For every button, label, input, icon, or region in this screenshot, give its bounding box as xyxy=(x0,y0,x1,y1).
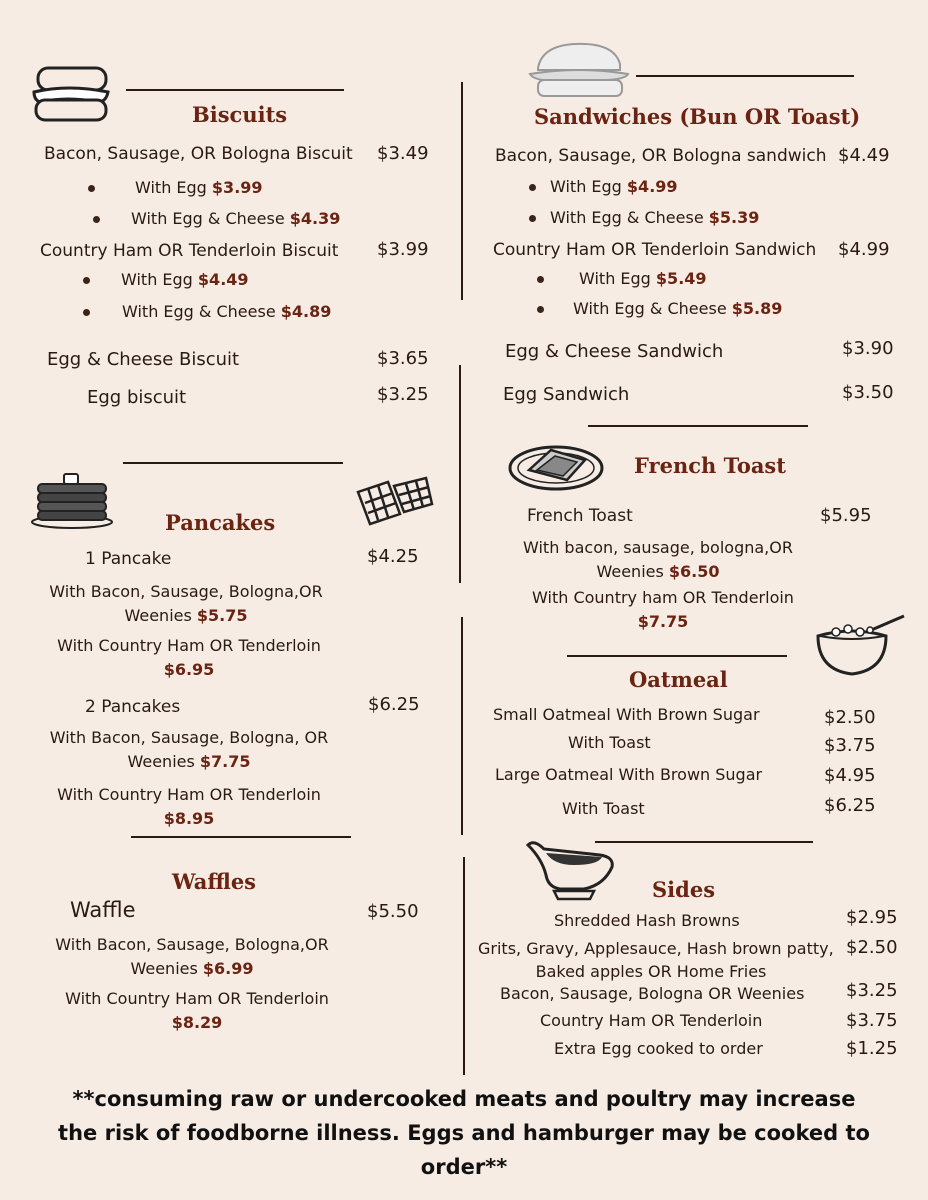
menu-subitem-label: With Egg & Cheese xyxy=(131,209,290,228)
menu-subitem-price: $4.99 xyxy=(626,177,678,196)
pancakes-rule xyxy=(123,462,343,464)
menu-item-price: $3.99 xyxy=(377,239,429,260)
menu-subitem xyxy=(579,269,707,288)
french-toast-heading: French Toast xyxy=(634,453,786,478)
menu-item-price: $6.25 xyxy=(368,694,420,715)
menu-item-label: 1 Pancake xyxy=(85,549,172,569)
menu-subitem-price: $6.99 xyxy=(202,959,254,978)
menu-subitem xyxy=(122,302,331,321)
menu-item-label: Extra Egg cooked to order xyxy=(554,1039,763,1058)
menu-item-label: With Toast xyxy=(568,733,651,752)
bullet-dot xyxy=(537,306,544,313)
bullet-dot xyxy=(83,309,90,316)
gravy-boat-icon xyxy=(524,835,620,903)
menu-item-label-line: Baked apples OR Home Fries xyxy=(535,962,767,981)
menu-subitem-line xyxy=(518,560,798,584)
menu-item-label: Small Oatmeal With Brown Sugar xyxy=(493,705,760,724)
menu-item-price: $3.75 xyxy=(846,1010,898,1031)
oatmeal-bowl-icon xyxy=(812,612,908,678)
menu-subitem-label: With Egg & Cheese xyxy=(550,208,709,227)
menu-subitem-price: $4.89 xyxy=(280,302,332,321)
column-divider-3 xyxy=(461,617,463,835)
menu-subitem-price: $5.49 xyxy=(655,269,707,288)
menu-subitem-label: With Egg & Cheese xyxy=(573,299,732,318)
menu-subitem-label: With Bacon, Sausage, Bologna,OR xyxy=(49,582,323,601)
menu-subitem-price: $6.50 xyxy=(668,562,720,581)
sandwich-icon xyxy=(524,40,634,100)
menu-subitem xyxy=(135,178,263,197)
waffles-rule xyxy=(131,836,351,838)
sides-rule xyxy=(595,841,813,843)
menu-subitem-price: $4.39 xyxy=(289,209,341,228)
column-divider-2 xyxy=(459,365,461,583)
menu-subitem-line xyxy=(46,750,332,774)
menu-subitem xyxy=(518,536,798,584)
disclaimer-line: order** xyxy=(420,1155,508,1179)
menu-item-label: French Toast xyxy=(527,506,633,526)
food-safety-disclaimer xyxy=(30,1082,898,1184)
menu-subitem-label: Weenies xyxy=(596,562,669,581)
menu-subitem-label: With Country Ham OR Tenderloin xyxy=(65,989,329,1008)
menu-subitem-label: With Country ham OR Tenderloin xyxy=(532,588,794,607)
menu-subitem-label: With Country Ham OR Tenderloin xyxy=(57,636,321,655)
menu-subitem-label: With Egg xyxy=(121,270,198,289)
menu-subitem xyxy=(131,209,340,228)
menu-subitem xyxy=(573,299,782,318)
menu-subitem xyxy=(46,580,326,628)
disclaimer-line: **consuming raw or undercooked meats and poultry may increase xyxy=(72,1087,856,1111)
menu-item-label: With Toast xyxy=(562,799,645,818)
bullet-dot xyxy=(529,184,536,191)
menu-item-label: Country Ham OR Tenderloin xyxy=(540,1011,763,1030)
menu-item-price: $4.49 xyxy=(838,145,890,166)
bullet-dot xyxy=(537,276,544,283)
menu-subitem-price: $8.29 xyxy=(171,1013,223,1032)
menu-subitem-price: $3.99 xyxy=(211,178,263,197)
menu-item-label: Bacon, Sausage, Bologna OR Weenies xyxy=(500,984,805,1003)
bullet-dot xyxy=(529,215,536,222)
menu-item-price: $3.75 xyxy=(824,735,876,756)
disclaimer-line: the risk of foodborne illness. Eggs and hamburger may be cooked to xyxy=(58,1121,870,1145)
sandwiches-rule xyxy=(636,75,854,77)
menu-item-price: $2.50 xyxy=(824,707,876,728)
menu-item-label: Bacon, Sausage, OR Bologna Biscuit xyxy=(44,144,353,164)
biscuit-icon xyxy=(28,62,112,124)
pancakes-icon xyxy=(30,468,114,530)
menu-item-label: Large Oatmeal With Brown Sugar xyxy=(495,765,763,784)
french-toast-icon xyxy=(507,440,605,492)
menu-item-label: Country Ham OR Tenderloin Sandwich xyxy=(493,240,817,260)
menu-subitem-label: With bacon, sausage, bologna,OR xyxy=(523,538,793,557)
menu-item-label: Country Ham OR Tenderloin Biscuit xyxy=(40,241,339,261)
menu-subitem-price: $5.75 xyxy=(196,606,248,625)
menu-item-price: $2.95 xyxy=(846,907,898,928)
menu-subitem xyxy=(550,208,759,227)
oatmeal-rule xyxy=(567,655,787,657)
menu-subitem xyxy=(46,634,332,682)
sandwiches-heading: Sandwiches (Bun OR Toast) xyxy=(534,104,861,129)
menu-item-price: $4.95 xyxy=(824,765,876,786)
menu-subitem-price: $4.49 xyxy=(197,270,249,289)
menu-subitem xyxy=(54,987,340,1035)
menu-item-label: Waffle xyxy=(70,898,136,922)
menu-item-price: $3.49 xyxy=(377,143,429,164)
menu-subitem xyxy=(52,933,332,981)
menu-item-price: $4.99 xyxy=(838,239,890,260)
sides-heading: Sides xyxy=(652,877,716,902)
bullet-dot xyxy=(83,277,90,284)
menu-subitem xyxy=(46,726,332,774)
menu-subitem-price: $6.95 xyxy=(163,660,215,679)
menu-subitem-label: Weenies xyxy=(130,959,203,978)
menu-item-price: $5.50 xyxy=(367,901,419,922)
menu-subitem-price: $8.95 xyxy=(163,809,215,828)
menu-subitem-label: With Bacon, Sausage, Bologna,OR xyxy=(55,935,329,954)
menu-subitem xyxy=(520,586,806,634)
menu-item-label-line: Grits, Gravy, Applesauce, Hash brown patty, xyxy=(478,939,834,958)
menu-item-label: Egg & Cheese Sandwich xyxy=(505,341,724,362)
menu-item-price: $3.90 xyxy=(842,338,894,359)
menu-item-price: $3.50 xyxy=(842,382,894,403)
menu-item-price: $2.50 xyxy=(846,937,898,958)
bullet-dot xyxy=(88,185,95,192)
menu-item-label xyxy=(478,937,834,983)
menu-subitem-line xyxy=(46,604,326,628)
menu-subitem-price: $7.75 xyxy=(637,612,689,631)
menu-item-price: $3.25 xyxy=(377,384,429,405)
menu-subitem-line xyxy=(52,957,332,981)
menu-item-label: Egg Sandwich xyxy=(503,384,630,405)
menu-item-label: Egg biscuit xyxy=(87,387,187,408)
menu-subitem-price: $7.75 xyxy=(199,752,251,771)
menu-subitem-label: With Country Ham OR Tenderloin xyxy=(57,785,321,804)
menu-subitem-label: With Bacon, Sausage, Bologna, OR xyxy=(49,728,329,747)
french-toast-rule xyxy=(588,425,808,427)
menu-subitem xyxy=(121,270,249,289)
column-divider-4 xyxy=(463,857,465,1075)
menu-subitem xyxy=(550,177,678,196)
pancakes-heading: Pancakes xyxy=(165,510,276,535)
menu-subitem-label: Weenies xyxy=(127,752,200,771)
menu-item-price: $6.25 xyxy=(824,795,876,816)
biscuits-heading: Biscuits xyxy=(192,102,288,127)
menu-item-price: $3.25 xyxy=(846,980,898,1001)
menu-item-price: $4.25 xyxy=(367,546,419,567)
menu-subitem-label: With Egg & Cheese xyxy=(122,302,281,321)
oatmeal-heading: Oatmeal xyxy=(629,667,728,692)
menu-subitem-label: With Egg xyxy=(550,177,627,196)
menu-item-price: $5.95 xyxy=(820,505,872,526)
menu-item-label: Egg & Cheese Biscuit xyxy=(47,349,240,370)
column-divider-1 xyxy=(461,82,463,300)
waffle-icon xyxy=(352,474,436,530)
menu-item-label: Shredded Hash Browns xyxy=(554,911,740,930)
bullet-dot xyxy=(93,216,100,223)
menu-subitem-label: With Egg xyxy=(579,269,656,288)
menu-subitem-price: $5.89 xyxy=(731,299,783,318)
menu-item-label: 2 Pancakes xyxy=(85,697,181,717)
menu-subitem-label: Weenies xyxy=(124,606,197,625)
waffles-heading: Waffles xyxy=(172,869,256,894)
menu-subitem-label: With Egg xyxy=(135,178,212,197)
menu-subitem xyxy=(46,783,332,831)
menu-item-label: Bacon, Sausage, OR Bologna sandwich xyxy=(495,146,827,166)
menu-item-price: $3.65 xyxy=(377,348,429,369)
biscuits-rule xyxy=(126,89,344,91)
menu-subitem-price: $5.39 xyxy=(708,208,760,227)
menu-item-price: $1.25 xyxy=(846,1038,898,1059)
